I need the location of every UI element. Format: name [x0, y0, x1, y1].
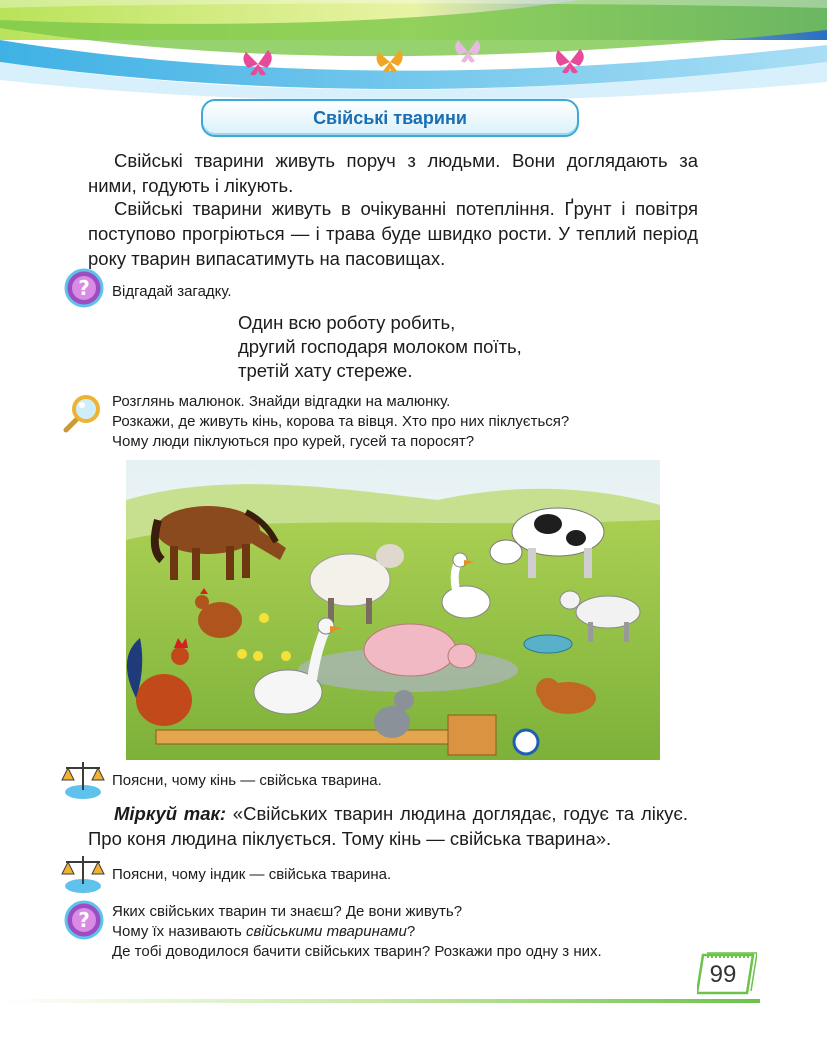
explain-horse-task: Поясни, чому кінь — свійська тварина. [112, 772, 382, 789]
page-title: Свійські тварини [313, 107, 467, 128]
question-icon [63, 900, 105, 940]
page-number: 99 [709, 961, 737, 988]
explain-turkey-task: Поясни, чому індик — свійська тварина. [112, 866, 392, 883]
farm-illustration [108, 460, 660, 760]
question-icon [63, 268, 105, 308]
questions-block [112, 902, 602, 962]
section-title-banner [201, 99, 579, 137]
look-task-line: Розглянь малюнок. Знайди відгадки на малюнку. [112, 393, 451, 410]
look-task [112, 392, 569, 452]
question-line: Яких свійських тварин ти знаєш? Де вони живуть? [112, 903, 463, 920]
reasoning-lead: Міркуй так: [114, 803, 227, 824]
header-decoration [0, 0, 827, 110]
question-line: Де тобі доводилося бачити свійських тварин? Розкажи про одну з них. [112, 943, 602, 960]
svg-text:?: ? [78, 908, 90, 932]
intro-paragraph-2: Свійські тварини живуть в очікуванні потепління. Ґрунт і повітря поступово прогріються — і трава буде швидко рости. У теплий період року тварин випасатимуть на пасовищах. [88, 198, 698, 269]
bottom-divider [0, 996, 827, 1006]
scales-icon [60, 850, 106, 894]
look-task-line: Розкажи, де живуть кінь, корова та вівця. Хто про них піклується? [112, 413, 570, 430]
riddle-text [238, 311, 522, 383]
reasoning-text: «Свійських тварин людина доглядає, годує та лікує. Про коня людина піклується. Тому кінь — свійська тварина». [88, 803, 688, 849]
question-text: ? [406, 923, 416, 940]
look-task-line: Чому люди піклуються про курей, гусей та поросят? [112, 433, 475, 450]
svg-text:?: ? [78, 276, 90, 300]
reasoning-paragraph [88, 801, 688, 851]
riddle-instruction: Відгадай загадку. [112, 283, 232, 300]
question-text: Чому їх називають [112, 923, 246, 940]
intro-paragraph-1: Свійські тварини живуть поруч з людьми. Вони доглядають за ними, годують і лікують. [88, 150, 698, 196]
question-line [112, 922, 602, 942]
riddle-line: третій хату стереже. [238, 360, 413, 381]
question-emphasis: свійськими тваринами [245, 923, 407, 940]
riddle-line: Один всю роботу робить, [238, 312, 456, 333]
riddle-line: другий господаря молоком поїть, [238, 336, 522, 357]
page-number-badge [697, 951, 757, 997]
magnifier-icon [62, 392, 104, 434]
scales-icon [60, 756, 106, 800]
